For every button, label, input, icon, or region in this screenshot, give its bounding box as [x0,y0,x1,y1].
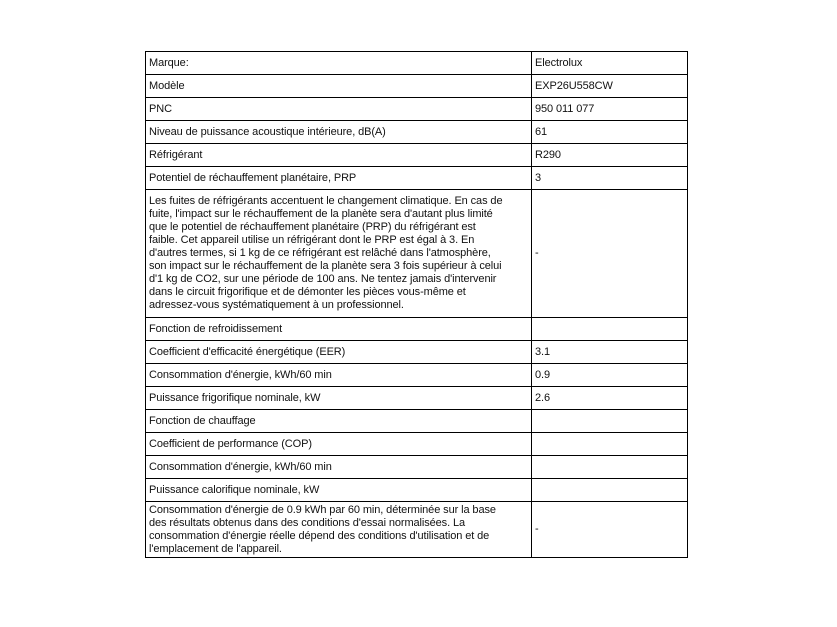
row-label: Réfrigérant [146,144,532,167]
row-value: Electrolux [532,52,688,75]
row-label: Puissance calorifique nominale, kW [146,479,532,502]
table-row [146,190,688,318]
row-value [532,456,688,479]
table-row [146,98,688,121]
row-label: Puissance frigorifique nominale, kW [146,387,532,410]
row-label: Consommation d'énergie, kWh/60 min [146,364,532,387]
table-row [146,502,688,558]
table-row [146,364,688,387]
row-value: EXP26U558CW [532,75,688,98]
row-label: Consommation d'énergie de 0.9 kWh par 60 min, déterminée sur la base des résultats obtenus dans des conditions d'essai normalisées. La consommation d'énergie réelle dépend des conditions d'utilisation et de l'emplacement de l'appareil. [146,502,532,558]
table-row [146,456,688,479]
row-value: - [532,190,688,318]
table-row [146,479,688,502]
table-row [146,341,688,364]
table-row [146,52,688,75]
row-value: 950 011 077 [532,98,688,121]
row-label: Fonction de chauffage [146,410,532,433]
row-label: Coefficient de performance (COP) [146,433,532,456]
row-label: Fonction de refroidissement [146,318,532,341]
row-value [532,318,688,341]
row-label: Marque: [146,52,532,75]
row-value [532,479,688,502]
row-value: 61 [532,121,688,144]
table-row [146,75,688,98]
row-value [532,433,688,456]
table-row [146,433,688,456]
row-value: 3.1 [532,341,688,364]
row-value [532,410,688,433]
table-row [146,167,688,190]
row-label: Modèle [146,75,532,98]
row-label: Potentiel de réchauffement planétaire, PRP [146,167,532,190]
row-label: Niveau de puissance acoustique intérieure, dB(A) [146,121,532,144]
specification-table [145,51,688,558]
row-value: R290 [532,144,688,167]
row-label: Les fuites de réfrigérants accentuent le changement climatique. En cas de fuite, l'impact sur le réchauffement de la planète sera d'autant plus limité que le potentiel de réchauffement planétaire (PRP) du réfrigérant est faible. Cet appareil utilise un réfrigérant dont le PRP est égal à 3. En d'autres termes, si 1 kg de ce réfrigérant est relâché dans l'atmosphère, son impact sur le réchauffement de la planète sera 3 fois supérieur à celui d'1 kg de CO2, sur une période de 100 ans. Ne tentez jamais d'intervenir dans le circuit frigorifique et de démonter les pièces vous-même et adressez-vous systématiquement à un professionnel. [146,190,532,318]
table-row [146,144,688,167]
table-row [146,387,688,410]
row-value: 3 [532,167,688,190]
table-row [146,318,688,341]
table-row [146,410,688,433]
row-label: Coefficient d'efficacité énergétique (EER) [146,341,532,364]
table-row [146,121,688,144]
row-label: PNC [146,98,532,121]
row-value: 2.6 [532,387,688,410]
row-label: Consommation d'énergie, kWh/60 min [146,456,532,479]
row-value: - [532,502,688,558]
row-value: 0.9 [532,364,688,387]
